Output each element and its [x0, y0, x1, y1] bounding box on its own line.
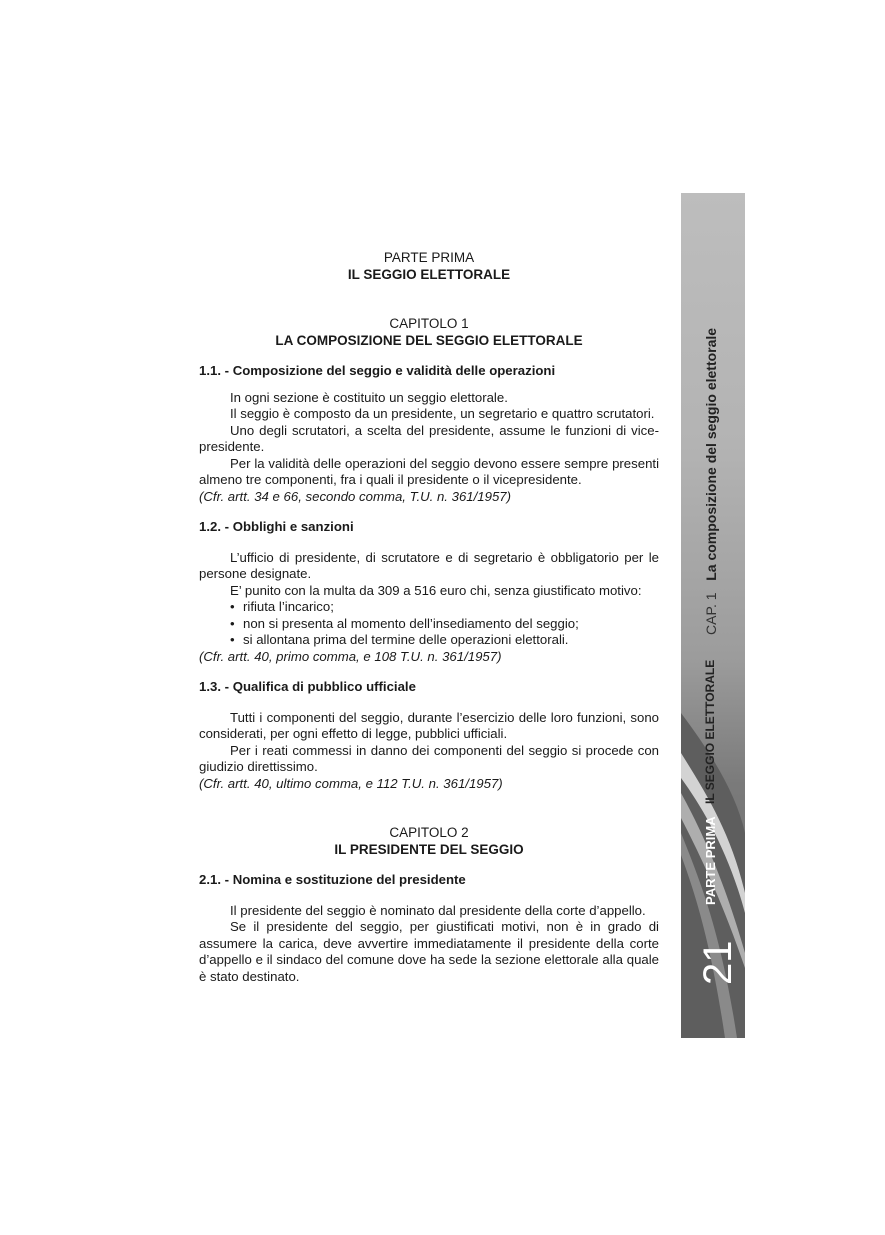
part-label: PARTE PRIMA [383, 250, 475, 265]
section-1-1-paragraph: Uno degli scrutatori, a scelta del presidente, assume le funzioni di vice-presidente. [199, 422, 659, 454]
section-1-1-paragraph: Il seggio è composto da un presidente, un segretario e quattro scrutatori. [230, 406, 655, 421]
section-1-3-paragraph: Per i reati commessi in danno dei componenti del seggio si procede con giudizio direttissimo. [199, 742, 659, 774]
section-1-1-paragraph: Per la validità delle operazioni del seggio devono essere sempre presenti almeno tre componenti, fra i quali il presidente o il vicepresidente. [199, 455, 659, 487]
tab-chapter-label: CAP. 1 La composizione del seggio elettorale [703, 327, 719, 635]
section-1-3-citation: (Cfr. artt. 40, ultimo comma, e 112 T.U. n. 361/1957) [199, 775, 503, 791]
chapter1-title: LA COMPOSIZIONE DEL SEGGIO ELETTORALE [275, 332, 583, 348]
list-item: • si allontana prima del termine delle operazioni elettorali. [230, 632, 569, 647]
main-text-column [199, 250, 659, 985]
chapter1-label: CAPITOLO 1 [389, 316, 469, 331]
section-1-2-citation: (Cfr. artt. 40, primo comma, e 108 T.U. n. 361/1957) [199, 648, 502, 664]
section-1-1-citation: (Cfr. artt. 34 e 66, secondo comma, T.U. n. 361/1957) [199, 488, 512, 504]
page-number: 21 [696, 940, 740, 985]
section-1-2-bullet-list [199, 599, 659, 649]
part-title: IL SEGGIO ELETTORALE [347, 266, 511, 282]
section-1-1-paragraph: In ogni sezione è costituito un seggio elettorale. [230, 389, 508, 405]
list-item: • rifiuta l’incarico; [230, 599, 334, 614]
chapter2-label: CAPITOLO 2 [389, 825, 469, 840]
section-1-2-paragraph: E’ punito con la multa da 309 a 516 euro chi, senza giustificato motivo: [230, 582, 642, 598]
section-1-2-title: 1.2. - Obblighi e sanzioni [199, 519, 354, 534]
tab-part-label: PARTE PRIMA [703, 816, 718, 905]
section-1-1-title: 1.1. - Composizione del seggio e validità delle operazioni [199, 363, 556, 378]
section-1-3-title: 1.3. - Qualifica di pubblico ufficiale [199, 679, 416, 694]
section-1-3-paragraph: Tutti i componenti del seggio, durante l’esercizio delle loro funzioni, sono considerati, per ogni effetto di legge, pubblici ufficiali. [199, 709, 659, 741]
chapter2-title: IL PRESIDENTE DEL SEGGIO [334, 841, 524, 857]
section-2-1-paragraph: Il presidente del seggio è nominato dal presidente della corte d’appello. [230, 902, 646, 918]
list-item: • non si presenta al momento dell’insediamento del seggio; [230, 615, 579, 631]
tab-section-label: IL SEGGIO ELETTORALE [703, 659, 717, 804]
section-2-1-title: 2.1. - Nomina e sostituzione del presidente [199, 872, 466, 887]
section-1-2-paragraph: L’ufficio di presidente, di scrutatore e di segretario è obbligatorio per le persone designate. [199, 549, 659, 581]
section-2-1-paragraph: Se il presidente del seggio, per giustificati motivi, non è in grado di assumere la carica, deve avvertire immediatamente il presidente della corte d’appello e il sindaco del comune dove ha sede la sezione elettorale alla quale è stato destinato. [199, 919, 659, 984]
